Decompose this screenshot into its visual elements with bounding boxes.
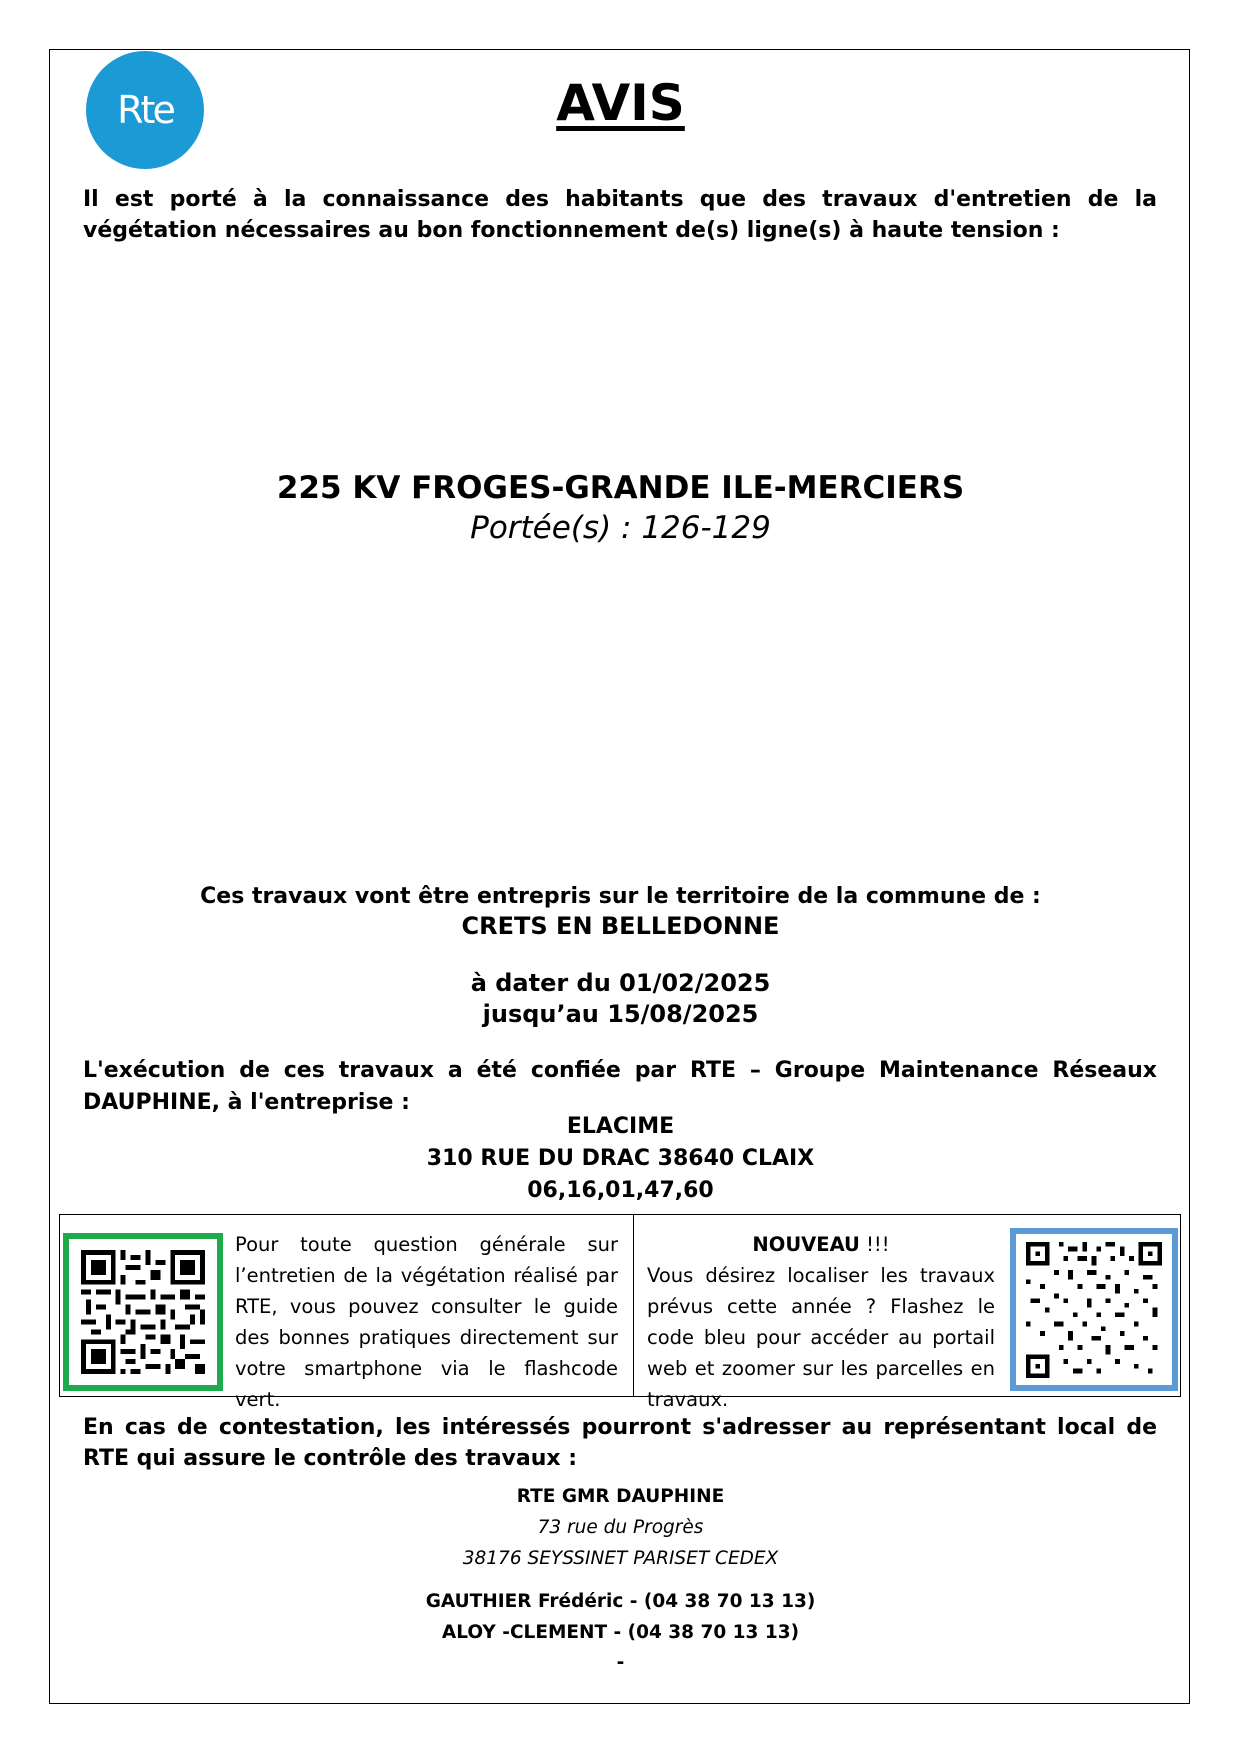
contact-2-name: ALOY -CLEMENT — [441, 1622, 608, 1643]
info-box-divider — [633, 1214, 634, 1397]
intro-paragraph: Il est porté à la connaissance des habitants que des travaux d'entretien de la végétation nécessaires au bon fonctionnement de(s) ligne(s) à haute tension : — [83, 187, 1157, 243]
contact-1-phone: - (04 38 70 13 13) — [623, 1591, 816, 1612]
new-badge-suffix: !!! — [859, 1233, 890, 1256]
portal-info-body: Vous désirez localiser les travaux prévus cette année ? Flashez le code bleu pour accéder au portail web et zoomer sur les parcelles en travaux. — [647, 1264, 995, 1411]
company-phone: 06,16,01,47,60 — [527, 1178, 714, 1203]
contestation-paragraph: En cas de contestation, les intéressés pourront s'adresser au représentant local de RTE qui assure le contrôle des travaux : — [83, 1415, 1157, 1471]
rte-logo-text: Rte — [117, 88, 173, 132]
territory-intro: Ces travaux vont être entrepris sur le territoire de la commune de : — [200, 884, 1041, 909]
contact-1 — [0, 1591, 1241, 1612]
guide-info-text: Pour toute question générale sur l’entretien de la végétation réalisé par RTE, vous pouvez consulter le guide des bonnes pratiques directement sur votre smartphone via le flashcode vert. — [235, 1233, 618, 1411]
power-line-spans: Portée(s) : 126-129 — [470, 510, 771, 546]
local-rep-street: 73 rue du Progrès — [537, 1517, 704, 1538]
end-date: jusqu’au 15/08/2025 — [482, 1000, 759, 1028]
qr-code-icon — [1025, 1242, 1163, 1378]
local-rep-name: RTE GMR DAUPHINE — [516, 1486, 725, 1507]
green-qr-code[interactable] — [63, 1233, 223, 1391]
commune-name: CRETS EN BELLEDONNE — [461, 912, 780, 940]
company-address: 310 RUE DU DRAC 38640 CLAIX — [426, 1146, 815, 1171]
power-line-name: 225 KV FROGES-GRANDE ILE-MERCIERS — [276, 470, 965, 506]
start-date: à dater du 01/02/2025 — [470, 969, 771, 997]
company-name: ELACIME — [566, 1114, 675, 1139]
execution-paragraph: L'exécution de ces travaux a été confiée par RTE – Groupe Maintenance Réseaux DAUPHINE, à l'entreprise : — [83, 1058, 1157, 1115]
local-rep-city: 38176 SEYSSINET PARISET CEDEX — [462, 1548, 779, 1569]
trailing-dash: - — [616, 1652, 625, 1673]
contact-2 — [0, 1622, 1241, 1643]
new-badge-line — [647, 1229, 995, 1260]
portal-info-text — [647, 1229, 995, 1415]
blue-qr-code[interactable] — [1010, 1228, 1178, 1391]
new-badge: NOUVEAU — [752, 1233, 860, 1256]
qr-code-icon — [81, 1250, 205, 1374]
contact-2-phone: - (04 38 70 13 13) — [607, 1622, 800, 1643]
page-title: AVIS — [556, 74, 685, 132]
contact-1-name: GAUTHIER Frédéric — [425, 1591, 624, 1612]
